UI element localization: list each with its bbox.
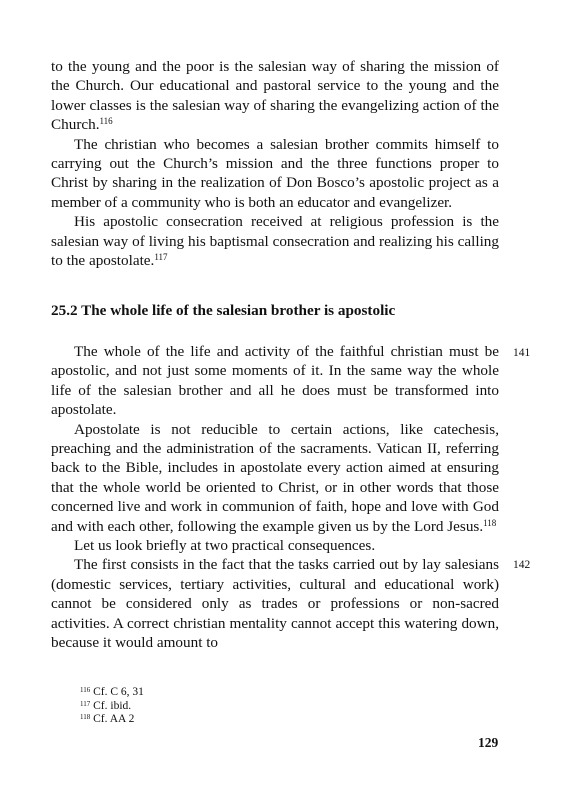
footnote-item <box>80 686 144 700</box>
footnote-item <box>80 713 144 727</box>
footnote-ref[interactable]: 117 <box>154 252 168 263</box>
footnote-ref[interactable]: 118 <box>483 517 497 528</box>
footnotes <box>80 686 144 727</box>
margin-number: 142 <box>513 559 531 571</box>
paragraph-text: The christian who becomes a salesian brother commits himself to carrying out the Church’s mission and the three functions proper to Christ by sharing in the realization of Don Bosco’s apostolic project as a member of a community who is both an educator and evangelizer. <box>51 135 499 211</box>
paragraph-4 <box>51 342 499 420</box>
footnote-number: 118 <box>80 713 91 722</box>
paragraph-6 <box>51 536 499 555</box>
paragraph-7 <box>51 555 499 652</box>
paragraph-2 <box>51 135 499 213</box>
footnote-text: Cf. ibid. <box>93 699 132 712</box>
footnote-number: 117 <box>80 699 91 708</box>
paragraph-text: His apostolic consecration received at religious profession is the salesian way of living his baptismal consecration and realizing his calling to the apostolate. <box>51 213 499 270</box>
paragraph-text: to the young and the poor is the salesian way of sharing the mission of the Church. Our educational and pastoral service to the young and the lower classes is the salesian way of sharing the evangelizing action of the Church. <box>51 58 499 134</box>
margin-number: 141 <box>513 347 531 359</box>
paragraph-text: Apostolate is not reducible to certain actions, like catechesis, preaching and the administration of the sacraments. Vatican II, referring back to the Bible, includes in apostolate every action aimed at ensuring that the whole world be oriented to Christ, or in other words that those concerned live and work in communion of faith, hope and love with God and with each other, following the example given us by the Lord Jesus. <box>51 420 499 535</box>
footnote-ref[interactable]: 116 <box>99 116 113 127</box>
body-text-bottom <box>51 342 499 653</box>
footnote-item <box>80 700 144 714</box>
paragraph-5 <box>51 420 499 536</box>
body-text-top <box>51 57 499 270</box>
page-number: 129 <box>478 735 499 750</box>
footnote-text: Cf. C 6, 31 <box>93 686 144 698</box>
section-heading: 25.2 The whole life of the salesian brother is apostolic <box>51 302 396 319</box>
footnote-number: 116 <box>80 686 91 694</box>
paragraph-3 <box>51 212 499 270</box>
footnote-text: Cf. AA 2 <box>93 713 135 726</box>
paragraph-text: The first consists in the fact that the tasks carried out by lay salesians (domestic services, tertiary activities, cultural and educational work) cannot be considered only as trades or professions or non-sacred activities. A correct christian mentality cannot accept this watering down, because it would amount to <box>51 556 499 652</box>
paragraph-text: Let us look briefly at two practical consequences. <box>74 537 376 555</box>
paragraph-1 <box>51 57 499 135</box>
paragraph-text: The whole of the life and activity of the faithful christian must be apostolic, and not just some moments of it. In the same way the whole life of the salesian brother and all he does must be transformed into apostolate. <box>51 343 499 419</box>
